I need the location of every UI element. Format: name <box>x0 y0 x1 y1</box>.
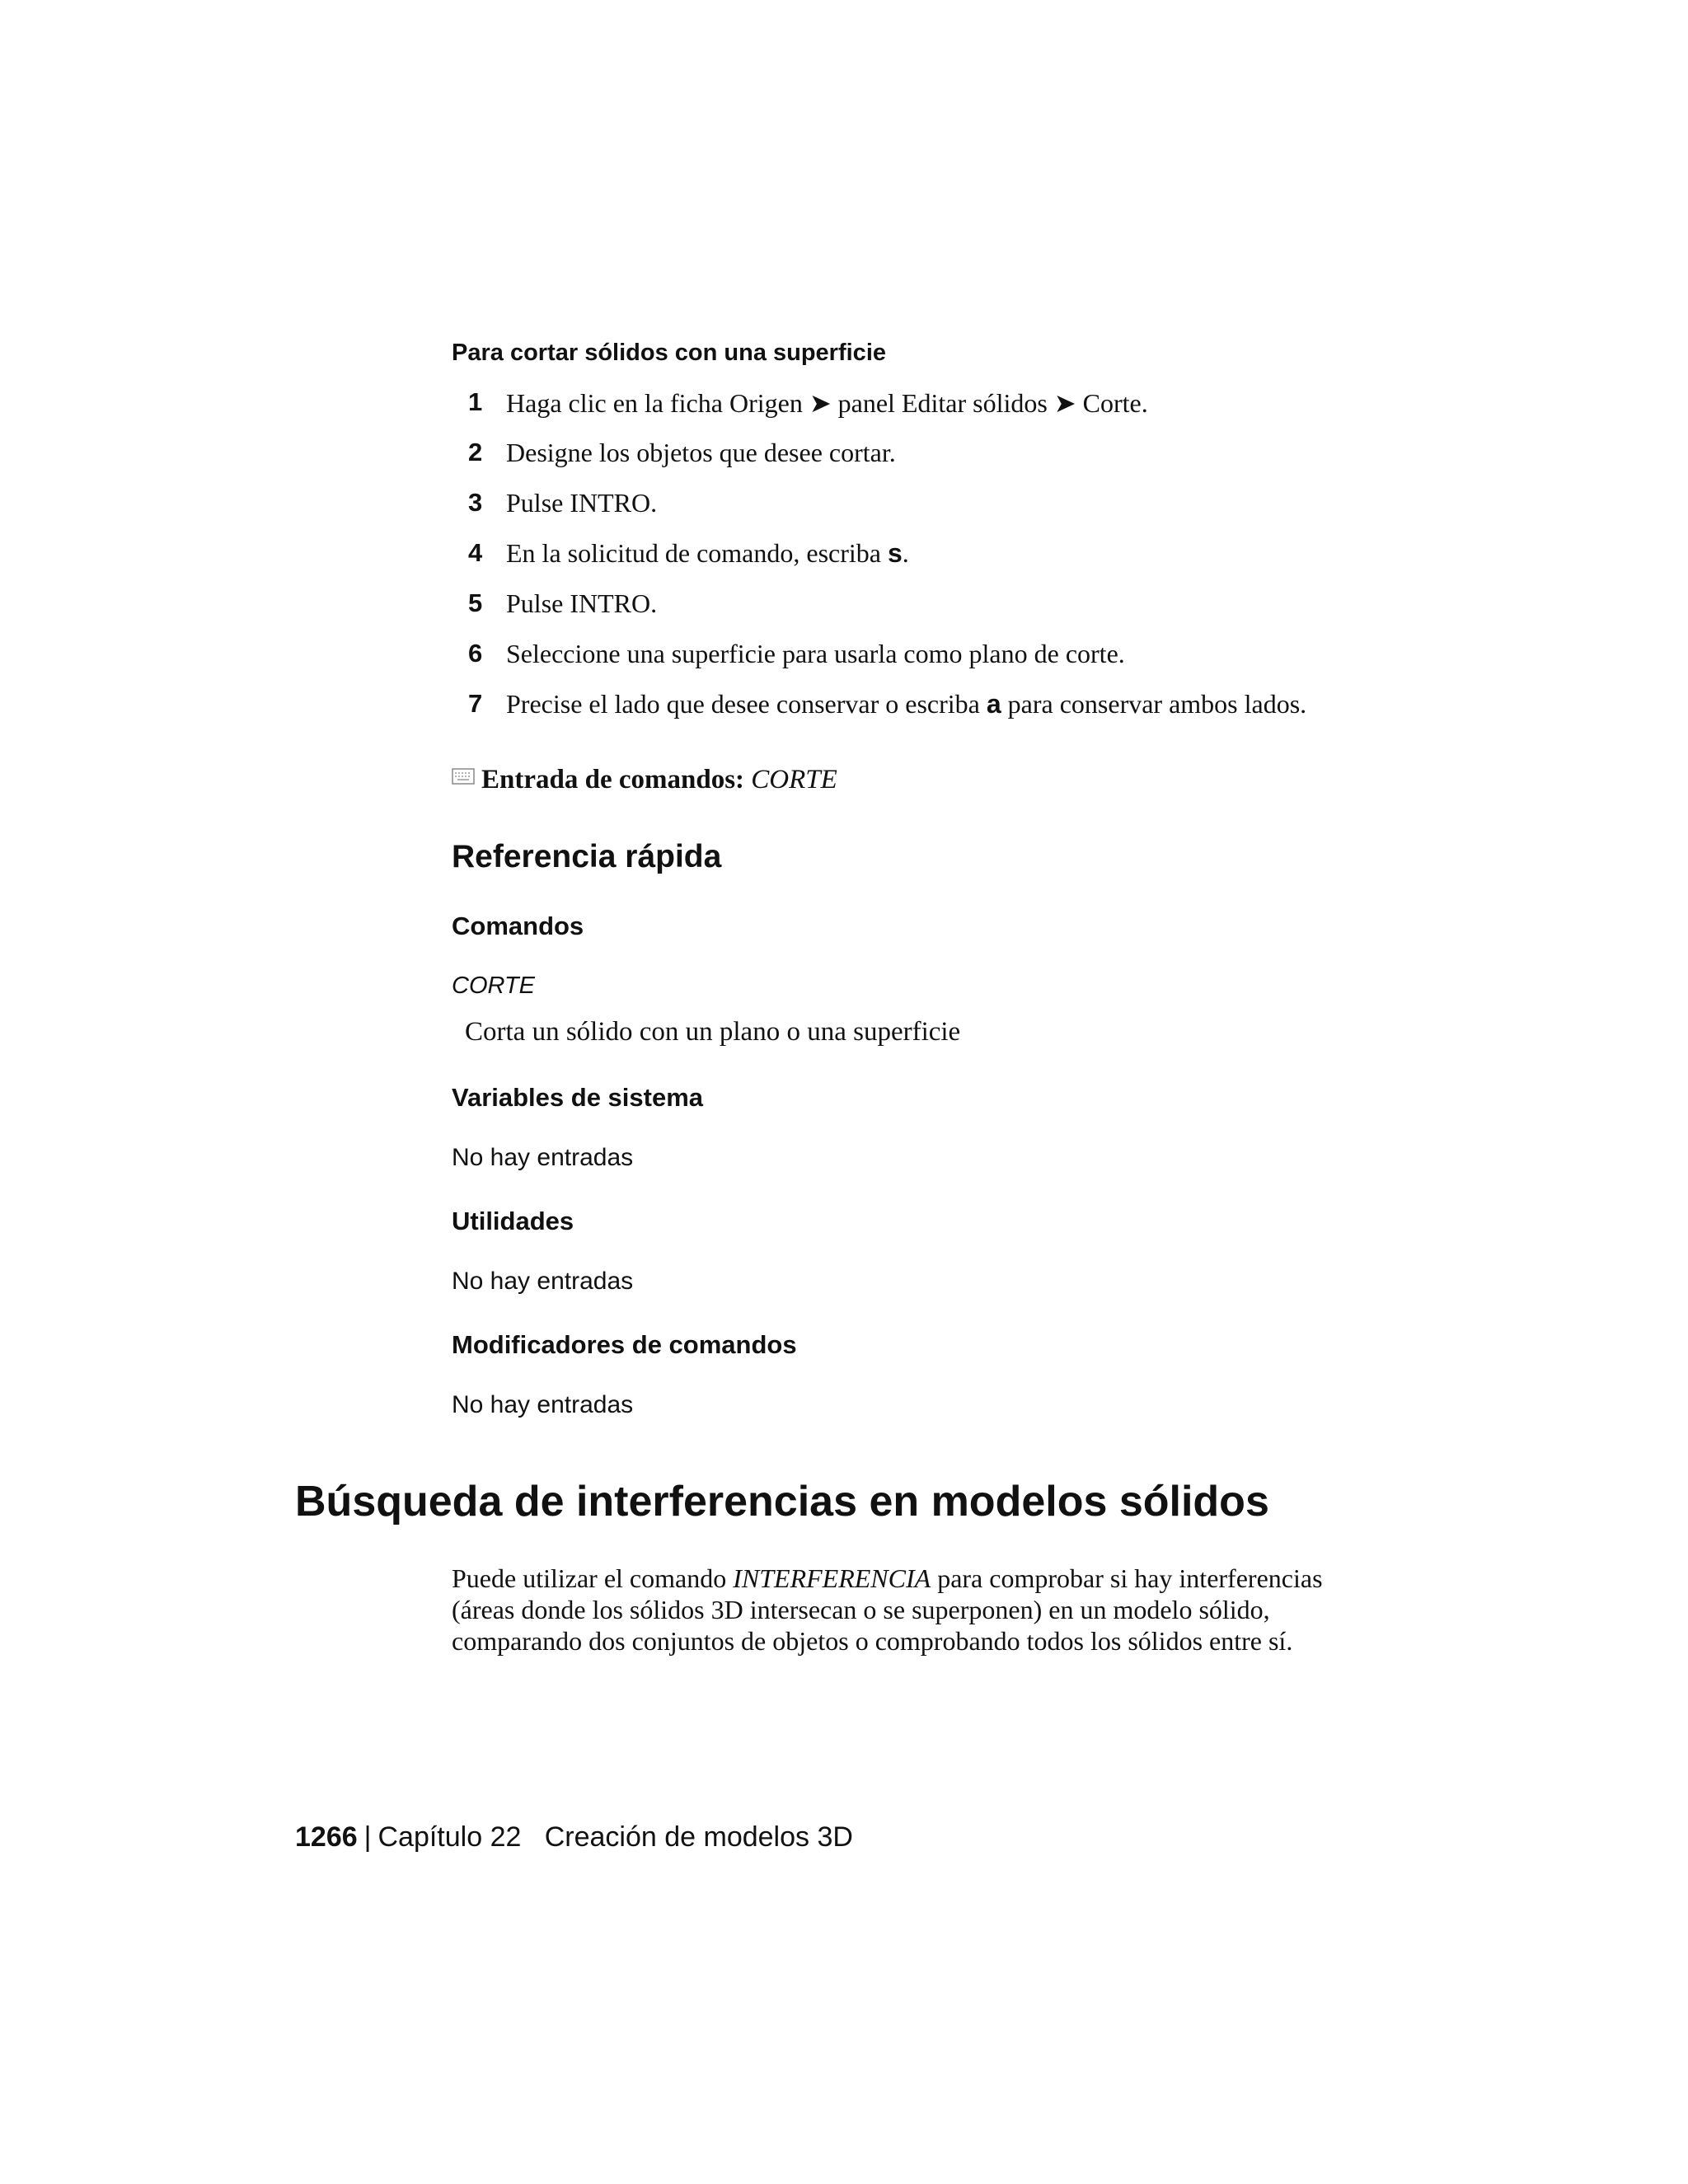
step-number: 5 <box>468 588 483 617</box>
step-keyword: s <box>887 538 903 568</box>
page-number: 1266 <box>295 1821 358 1853</box>
section-paragraph <box>452 1563 1342 1657</box>
step-number: 1 <box>468 387 483 416</box>
utilities-value: No hay entradas <box>452 1268 634 1295</box>
step-text-before: Precise el lado que desee conservar o escriba <box>506 689 987 719</box>
page-footer <box>295 1821 853 1854</box>
paragraph-text-after: para comprobar si hay interferencias (áreas donde los sólidos 3D intersecan o se superponen) en un modelo sólido, comparando dos conjuntos de objetos o comprobando todos los sólidos entre sí. <box>452 1563 1323 1656</box>
modifiers-heading: Modificadores de comandos <box>452 1330 797 1359</box>
step-number: 4 <box>468 538 483 567</box>
step-number: 6 <box>468 639 483 668</box>
command-entry-value: CORTE <box>751 765 837 794</box>
step-number: 7 <box>468 689 483 718</box>
step-text <box>506 689 1306 719</box>
step-text: Designe los objetos que desee cortar. <box>506 438 896 467</box>
step-text: Haga clic en la ficha Origen ➤ panel Editar sólidos ➤ Corte. <box>506 388 1148 418</box>
footer-chapter: Capítulo 22 <box>377 1821 522 1853</box>
section-heading: Búsqueda de interferencias en modelos sólidos <box>295 1478 1269 1526</box>
keyboard-icon <box>452 762 475 792</box>
step-text-after: . <box>902 538 909 568</box>
step-text: Pulse INTRO. <box>506 588 658 618</box>
command-description: Corta un sólido con un plano o una superficie <box>465 1017 961 1047</box>
step-keyword: a <box>986 689 1001 719</box>
quick-reference-heading: Referencia rápida <box>452 839 722 874</box>
procedure-title: Para cortar sólidos con una superficie <box>452 340 886 366</box>
step-text: Pulse INTRO. <box>506 488 658 518</box>
sysvars-value: No hay entradas <box>452 1144 634 1171</box>
commands-heading: Comandos <box>452 912 584 940</box>
step-text <box>506 538 909 569</box>
paragraph-command: INTERFERENCIA <box>733 1563 931 1593</box>
command-name: CORTE <box>452 972 535 999</box>
paragraph-text-before: Puede utilizar el comando <box>452 1563 734 1593</box>
footer-separator: | <box>363 1821 372 1853</box>
step-number: 2 <box>468 438 483 466</box>
modifiers-value: No hay entradas <box>452 1391 634 1418</box>
command-entry-label: Entrada de comandos: <box>481 765 745 794</box>
footer-chapter-title: Creación de modelos 3D <box>544 1821 853 1853</box>
step-text-before: En la solicitud de comando, escriba <box>506 538 888 568</box>
step-text-after: para conservar ambos lados. <box>1001 689 1307 719</box>
step-number: 3 <box>468 488 483 517</box>
step-text: Seleccione una superficie para usarla como plano de corte. <box>506 639 1125 668</box>
command-entry <box>452 762 837 795</box>
sysvars-heading: Variables de sistema <box>452 1083 704 1112</box>
utilities-heading: Utilidades <box>452 1207 574 1235</box>
